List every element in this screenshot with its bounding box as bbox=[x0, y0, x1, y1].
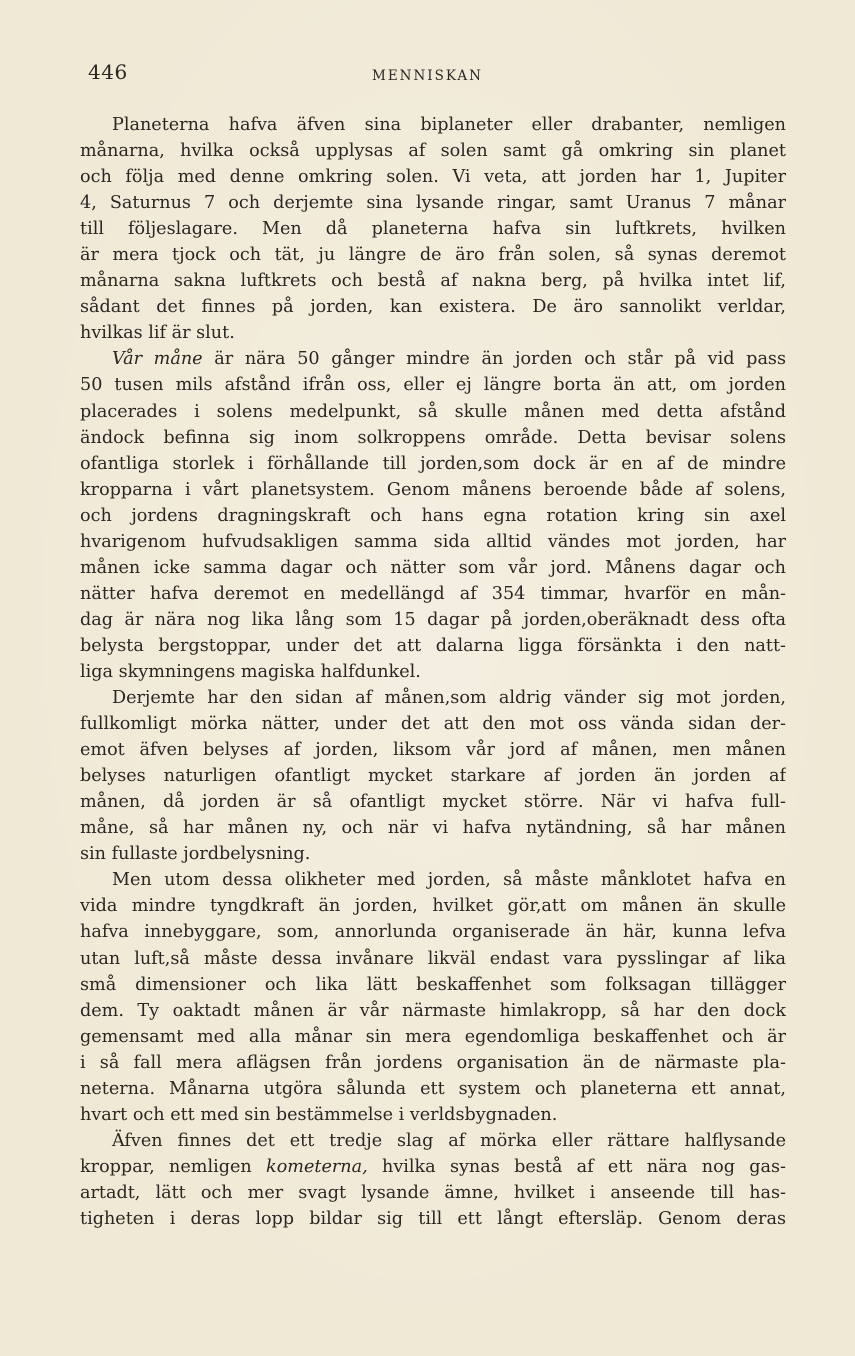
text-line: vida mindre tyngdkraft än jorden, hvilket gör,att om månen än skulle bbox=[80, 896, 786, 917]
text-line: sådant det finnes på jorden, kan existera. De äro sannolikt verldar, bbox=[80, 297, 786, 318]
paragraph bbox=[80, 1128, 786, 1232]
text-line: månarna sakna luftkrets och bestå af nakna berg, på hvilka intet lif, bbox=[80, 271, 786, 292]
text-line: hvarigenom hufvudsakligen samma sida alltid vändes mot jorden, har bbox=[80, 531, 786, 552]
text-line: belyses naturligen ofantligt mycket starkare af jorden än jorden af bbox=[80, 766, 786, 787]
text-line: hafva innebyggare, som, annorlunda organiserade än här, kunna lefva bbox=[80, 922, 786, 943]
text-line: Planeterna hafva äfven sina biplaneter eller drabanter, nemligen bbox=[112, 115, 786, 135]
running-title: MENNISKAN bbox=[372, 68, 483, 84]
text-line: utan luft,så måste dessa invånare likväl endast vara pysslingar af lika bbox=[80, 948, 786, 969]
text-line: och jordens dragningskraft och hans egna rotation kring sin axel bbox=[80, 505, 786, 526]
text-line: nätter hafva deremot en medellängd af 354 timmar, hvarför en mån- bbox=[80, 583, 786, 604]
page-number: 446 bbox=[88, 60, 128, 84]
text-line: artadt, lätt och mer svagt lysande ämne, hvilket i anseende till has- bbox=[80, 1182, 786, 1203]
paragraph bbox=[80, 112, 786, 346]
text-line: månen icke samma dagar och nätter som vår jord. Månens dagar och bbox=[80, 557, 786, 578]
text-line: är mera tjock och tät, ju längre de äro från solen, så synas deremot bbox=[80, 245, 786, 266]
text-line: månen, då jorden är så ofantligt mycket större. När vi hafva full- bbox=[80, 792, 786, 813]
text-line: hvart och ett med sin bestämmelse i verldsbygnaden. bbox=[80, 1104, 558, 1125]
text-line: dag är nära nog lika lång som 15 dagar på jorden,oberäknadt dess ofta bbox=[80, 609, 786, 630]
text-line: hvilkas lif är slut. bbox=[80, 323, 235, 344]
paragraph bbox=[80, 867, 786, 1127]
text-line: 50 tusen mils afstånd ifrån oss, eller ej längre borta än att, om jorden bbox=[80, 375, 786, 396]
body-text bbox=[80, 112, 786, 1232]
text-line: i så fall mera aflägsen från jordens organisation än de närmaste pla- bbox=[80, 1052, 786, 1073]
text-line: till följeslagare. Men då planeterna hafva sin luftkrets, hvilken bbox=[80, 219, 786, 240]
text-line: tigheten i deras lopp bildar sig till ett långt eftersläp. Genom deras bbox=[80, 1208, 786, 1229]
text-line: kropparna i vårt planetsystem. Genom månens beroende både af solens, bbox=[80, 479, 786, 500]
text-line: gemensamt med alla månar sin mera egendomliga beskaffenhet och är bbox=[80, 1026, 786, 1047]
paragraph bbox=[80, 346, 786, 685]
text-line: Derjemte har den sidan af månen,som aldrig vänder sig mot jorden, bbox=[112, 688, 786, 709]
emphasis-text: kometerna, bbox=[266, 1156, 368, 1177]
text-line: Äfven finnes det ett tredje slag af mörka eller rättare halflysande bbox=[112, 1130, 786, 1151]
text-line: månarna, hvilka också upplysas af solen samt gå omkring sin planet bbox=[80, 141, 786, 162]
text-line: belysta bergstoppar, under det att dalarna ligga försänkta i den natt- bbox=[80, 635, 786, 656]
text-line: ofantliga storlek i förhållande till jorden,som dock är en af de mindre bbox=[80, 453, 786, 474]
text-line: måne, så har månen ny, och när vi hafva nytändning, så har månen bbox=[80, 818, 786, 839]
text-line: emot äfven belyses af jorden, liksom vår jord af månen, men månen bbox=[80, 740, 786, 761]
text-line: sin fullaste jordbelysning. bbox=[80, 844, 311, 865]
text-line: ändock befinna sig inom solkroppens område. Detta bevisar solens bbox=[80, 427, 786, 448]
text-segment: kroppar, nemligen bbox=[80, 1156, 267, 1177]
text-line bbox=[80, 346, 786, 372]
text-line: placerades i solens medelpunkt, så skulle månen med detta afstånd bbox=[80, 401, 786, 422]
text-line: liga skymningens magiska halfdunkel. bbox=[80, 661, 421, 682]
paragraph bbox=[80, 685, 786, 867]
text-line bbox=[80, 1154, 786, 1180]
text-line: och följa med denne omkring solen. Vi veta, att jorden har 1, Jupiter bbox=[80, 167, 786, 188]
text-segment: är nära 50 gånger mindre än jorden och står på vid pass bbox=[202, 349, 786, 370]
text-line: små dimensioner och lika lätt beskaffenhet som folksagan tillägger bbox=[80, 974, 786, 995]
text-line: Men utom dessa olikheter med jorden, så måste månklotet hafva en bbox=[112, 870, 786, 891]
emphasis-text: Vår måne bbox=[112, 349, 203, 370]
text-line: 4, Saturnus 7 och derjemte sina lysande ringar, samt Uranus 7 månar bbox=[80, 193, 786, 214]
text-line: neterna. Månarna utgöra sålunda ett system och planeterna ett annat, bbox=[80, 1078, 786, 1099]
text-line: fullkomligt mörka nätter, under det att den mot oss vända sidan der- bbox=[80, 714, 786, 735]
text-segment: hvilka synas bestå af ett nära nog gas- bbox=[367, 1156, 786, 1177]
text-line: dem. Ty oaktadt månen är vår närmaste himlakropp, så har den dock bbox=[80, 1000, 786, 1021]
